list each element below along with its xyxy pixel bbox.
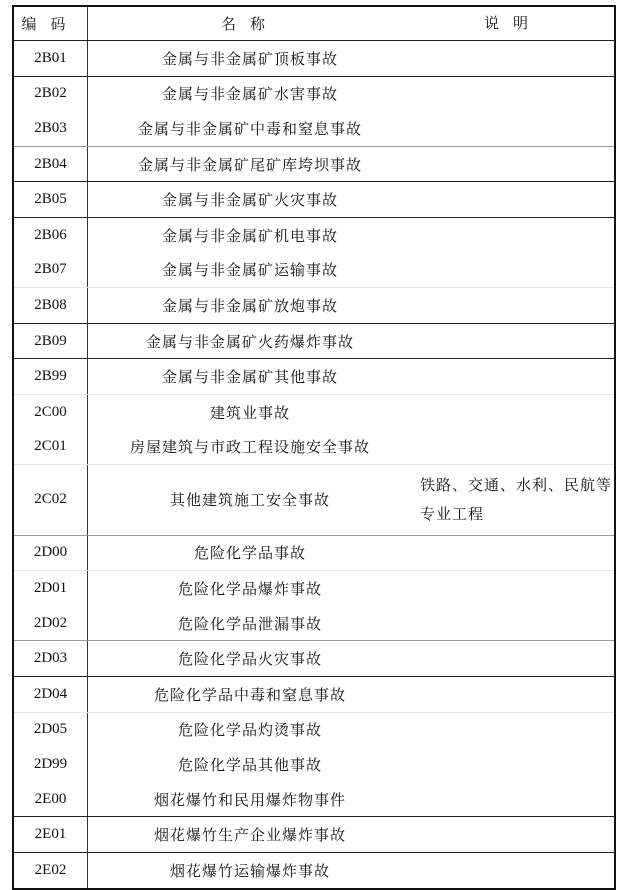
table-row <box>13 677 615 713</box>
row-note <box>412 359 615 395</box>
table-row <box>13 852 615 888</box>
header-note: 说明 <box>412 6 615 41</box>
row-code: 2C00 <box>13 394 88 429</box>
row-note <box>412 817 615 853</box>
table-row <box>13 747 615 782</box>
row-name: 金属与非金属矿机电事故 <box>161 226 338 245</box>
row-note <box>412 747 615 782</box>
accident-code-table <box>12 5 616 890</box>
row-name: 危险化学品火灾事故 <box>88 641 413 677</box>
row-name: 危险化学品灼烫事故 <box>177 721 322 740</box>
row-note <box>412 782 615 817</box>
row-name: 金属与非金属矿火灾事故 <box>88 182 413 218</box>
table-row <box>13 359 615 395</box>
row-note <box>412 253 615 288</box>
row-code: 2C02 <box>13 465 88 536</box>
table-row <box>13 641 615 677</box>
row-name: 危险化学品泄漏事故 <box>88 606 413 641</box>
table-header <box>13 6 615 41</box>
table-row <box>13 394 615 429</box>
row-note <box>412 41 615 77</box>
table-row <box>13 571 615 606</box>
row-code: 2B08 <box>13 288 88 324</box>
row-code: 2D01 <box>13 571 88 606</box>
row-code: 2E02 <box>13 852 88 888</box>
row-note <box>412 182 615 218</box>
table-row <box>13 465 615 536</box>
table-row <box>13 182 615 218</box>
table-row <box>13 253 615 288</box>
row-note <box>412 852 615 888</box>
table-row <box>13 606 615 641</box>
row-name: 金属与非金属矿尾矿库垮坝事故 <box>88 146 413 182</box>
row-note <box>412 535 615 571</box>
row-note <box>412 571 615 606</box>
row-note <box>412 606 615 641</box>
row-code: 2D00 <box>13 535 88 571</box>
row-note <box>412 641 615 677</box>
row-note <box>412 394 615 429</box>
header-code: 编码 <box>13 6 88 41</box>
row-code: 2B06 <box>13 217 88 252</box>
row-code: 2B02 <box>13 76 88 111</box>
row-note: 铁路、交通、水利、民航等专业工程 <box>412 465 615 536</box>
row-code: 2B07 <box>13 253 88 288</box>
row-name: 建筑业事故 <box>209 403 290 422</box>
row-note <box>412 217 615 252</box>
row-name: 危险化学品爆炸事故 <box>177 580 322 599</box>
table-row <box>13 76 615 111</box>
row-code: 2C01 <box>13 430 88 465</box>
header-name: 名称 <box>88 6 413 41</box>
row-name: 金属与非金属矿中毒和窒息事故 <box>88 111 413 146</box>
row-code: 2D05 <box>13 712 88 747</box>
table-row <box>13 111 615 146</box>
row-name: 烟花爆竹和民用爆炸物事件 <box>88 782 413 817</box>
row-note <box>412 146 615 182</box>
row-note <box>412 323 615 359</box>
table-row <box>13 323 615 359</box>
row-name: 烟花爆竹运输爆炸事故 <box>88 852 413 888</box>
row-name: 其他建筑施工安全事故 <box>88 465 413 536</box>
row-code: 2D99 <box>13 747 88 782</box>
table-row <box>13 817 615 853</box>
row-name: 危险化学品中毒和窒息事故 <box>88 677 413 713</box>
row-code: 2E00 <box>13 782 88 817</box>
row-code: 2B03 <box>13 111 88 146</box>
row-name: 金属与非金属矿水害事故 <box>161 85 338 104</box>
table-row <box>13 712 615 747</box>
table-row <box>13 146 615 182</box>
table-row <box>13 535 615 571</box>
row-name: 金属与非金属矿运输事故 <box>88 253 413 288</box>
row-name: 金属与非金属矿其他事故 <box>88 359 413 395</box>
row-code: 2D04 <box>13 677 88 713</box>
row-code: 2B99 <box>13 359 88 395</box>
row-code: 2B05 <box>13 182 88 218</box>
row-name: 金属与非金属矿火药爆炸事故 <box>88 323 413 359</box>
table-row <box>13 217 615 252</box>
row-code: 2B09 <box>13 323 88 359</box>
table-row <box>13 288 615 324</box>
row-note <box>412 111 615 146</box>
table-row <box>13 782 615 817</box>
row-note <box>412 288 615 324</box>
row-name: 危险化学品事故 <box>88 535 413 571</box>
row-name: 危险化学品其他事故 <box>177 755 322 774</box>
row-note <box>412 712 615 747</box>
row-note <box>412 76 615 111</box>
row-code: 2D02 <box>13 606 88 641</box>
row-note <box>412 677 615 713</box>
row-name: 烟花爆竹生产企业爆炸事故 <box>88 817 413 853</box>
row-code: 2D03 <box>13 641 88 677</box>
row-code: 2B01 <box>13 41 88 77</box>
row-code: 2B04 <box>13 146 88 182</box>
row-name: 金属与非金属矿放炮事故 <box>88 288 413 324</box>
row-note <box>412 430 615 465</box>
table-row <box>13 430 615 465</box>
row-name: 金属与非金属矿顶板事故 <box>88 41 413 77</box>
table-row <box>13 41 615 77</box>
row-code: 2E01 <box>13 817 88 853</box>
row-name: 房屋建筑与市政工程设施安全事故 <box>88 430 413 465</box>
